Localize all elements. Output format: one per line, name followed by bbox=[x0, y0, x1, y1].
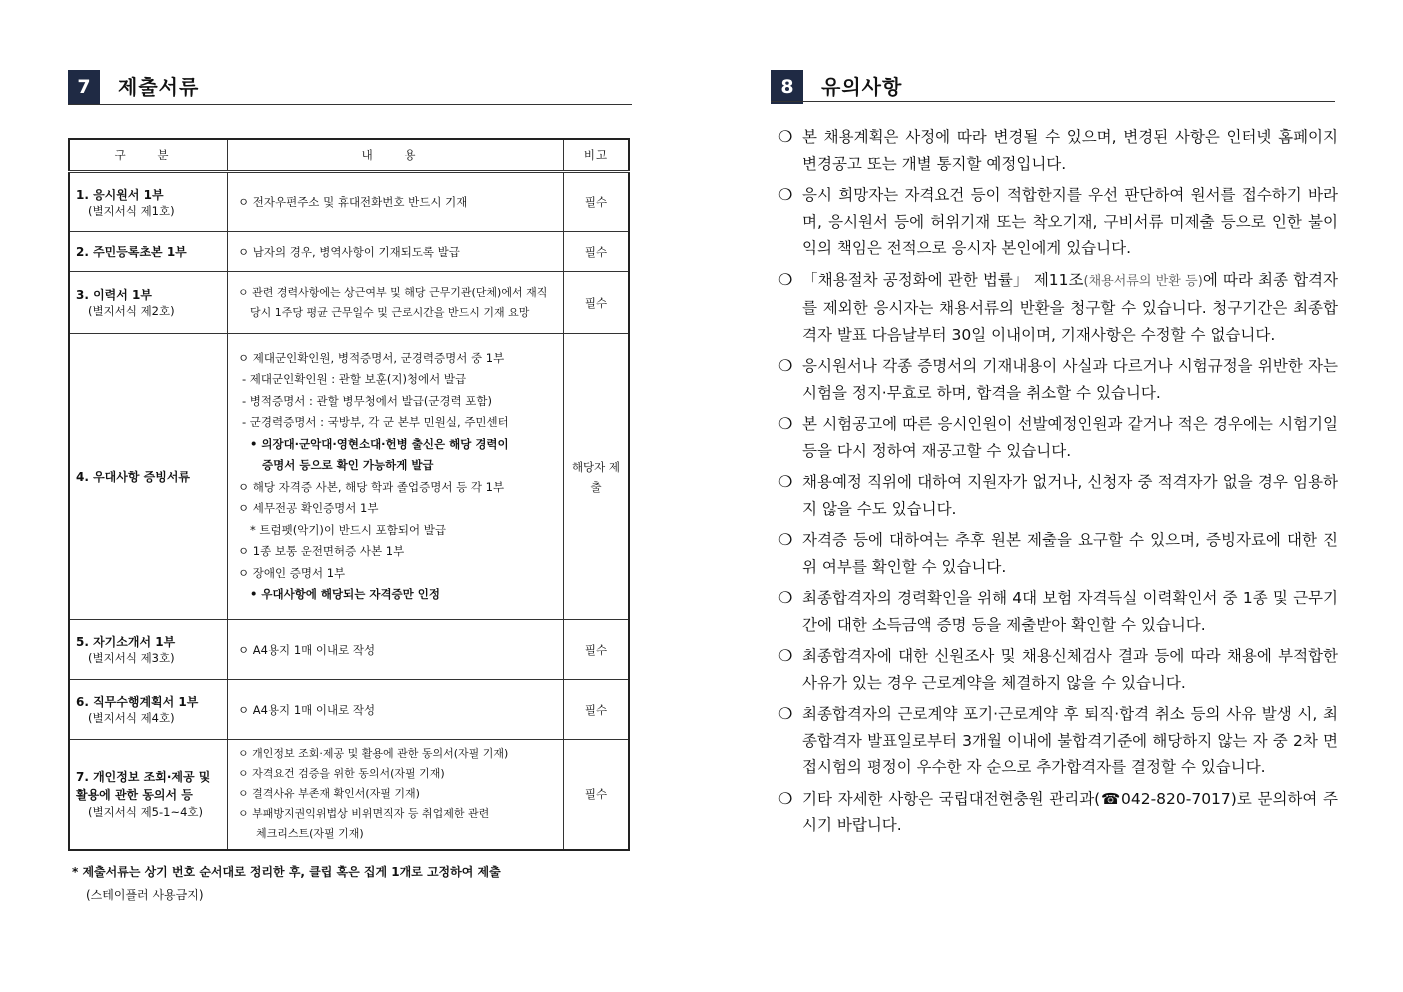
item-text: 에 따라 최종 합격자를 제외한 응시자는 채용서류의 반환을 청구할 수 있습니다. 청구기간은 최종합격자 발표 다음날부터 30일 이내이며, 기재사항은 수정할 수 없습니다. bbox=[802, 270, 1338, 344]
bullet-icon: ❍ bbox=[778, 788, 793, 808]
row-note: 필수 bbox=[564, 172, 630, 232]
list-item bbox=[776, 124, 1338, 177]
header-note: 비고 bbox=[564, 139, 630, 172]
item-text: 채용예정 직위에 대하여 지원자가 없거나, 신청자 중 적격자가 없을 경우 임용하지 않을 수도 있습니다. bbox=[802, 473, 1338, 518]
list-item bbox=[776, 786, 1338, 839]
row-title: 7. 개인정보 조회·제공 및 활용에 관한 동의서 등 bbox=[76, 770, 211, 803]
bullet-icon: ❍ bbox=[778, 646, 793, 665]
table-row bbox=[69, 680, 629, 740]
bullet-icon: ❍ bbox=[778, 588, 793, 607]
list-item bbox=[776, 353, 1338, 406]
row-note: 필수 bbox=[564, 620, 630, 680]
row-content-line: ㅇ 세무전공 확인증명서 1부 bbox=[238, 501, 379, 515]
row-title: 4. 우대사항 증빙서류 bbox=[76, 470, 191, 484]
list-item bbox=[776, 585, 1338, 638]
bullet-icon: ❍ bbox=[778, 185, 793, 204]
section8-title: 유의사항 bbox=[821, 75, 903, 99]
item-text: 본 채용계획은 사정에 따라 변경될 수 있으며, 변경된 사항은 인터넷 홈페이지 변경공고 또는 개별 통지할 예정입니다. bbox=[802, 128, 1338, 173]
row-content-line: ㅇ 자격요건 검증을 위한 동의서(자필 기재) bbox=[238, 767, 445, 781]
section8-header bbox=[771, 70, 902, 104]
list-item bbox=[776, 267, 1338, 349]
bullet-icon: ❍ bbox=[778, 356, 793, 375]
bullet-icon: ❍ bbox=[778, 414, 793, 433]
row-content-line: • 우대사항에 해당되는 자격증만 인정 bbox=[250, 587, 440, 601]
row-content-line: 체크리스트(자필 기재) bbox=[256, 827, 364, 841]
row-note: 해당자 제출 bbox=[564, 334, 630, 620]
table-row bbox=[69, 172, 629, 232]
list-item bbox=[776, 527, 1338, 580]
submission-note: * 제출서류는 상기 번호 순서대로 정리한 후, 클립 혹은 집게 1개로 고정하여 제출 bbox=[72, 865, 501, 879]
row-content-line: ㅇ A4용지 1매 이내로 작성 bbox=[238, 702, 376, 717]
row-content-line: ㅇ 해당 자격증 사본, 해당 학과 졸업증명서 등 각 1부 bbox=[238, 479, 505, 494]
table-row bbox=[69, 620, 629, 680]
bullet-icon: ❍ bbox=[778, 704, 793, 723]
list-item bbox=[776, 469, 1338, 522]
section8-divider bbox=[771, 101, 1335, 102]
item-text: 기타 자세한 사항은 국립대전현충원 관리과(☎042-820-7017)로 문의하여 주시기 바랍니다. bbox=[802, 789, 1338, 834]
table-row bbox=[69, 740, 629, 850]
row-content-line: ㅇ 장애인 증명서 1부 bbox=[238, 565, 346, 580]
row-content-line: * 트럼펫(악기)이 반드시 포함되어 발급 bbox=[250, 522, 446, 537]
row-content-line: ㅇ 개인정보 조회·제공 및 활용에 관한 동의서(자필 기재) bbox=[238, 747, 509, 761]
row-content-line: ㅇ 1종 보통 운전면허증 사본 1부 bbox=[238, 544, 405, 558]
row-content-line: ㅇ 부패방지권익위법상 비위면직자 등 취업제한 관련 bbox=[238, 807, 490, 821]
row-content-line: 증명서 등으로 확인 가능하게 발급 bbox=[262, 458, 434, 472]
table-row bbox=[69, 232, 629, 272]
row-content-line: - 군경력증명서 : 국방부, 각 군 본부 민원실, 주민센터 bbox=[242, 415, 509, 429]
row-content-line: ㅇ 결격사유 부존재 확인서(자필 기재) bbox=[238, 787, 420, 801]
section7-header bbox=[68, 70, 199, 104]
row-subtitle: (별지서식 제3호) bbox=[88, 651, 175, 665]
row-content-line: ㅇ 남자의 경우, 병역사항이 기재되도록 발급 bbox=[238, 244, 460, 259]
table-row bbox=[69, 272, 629, 334]
item-text: 응시 희망자는 자격요건 등이 적합한지를 우선 판단하여 원서를 접수하기 바라며, 응시원서 등에 허위기재 또는 착오기재, 구비서류 미제출 등으로 인한 불이익의 책임은 전적으로 응시자 본인에게 있습니다. bbox=[802, 186, 1338, 257]
item-text: 최종합격자의 경력확인을 위해 4대 보험 자격득실 이력확인서 중 1종 및 근무기간에 대한 소득금액 증명 등을 제출받아 확인할 수 있습니다. bbox=[802, 589, 1338, 634]
row-title: 6. 직무수행계획서 1부 bbox=[76, 695, 199, 709]
notice-list bbox=[776, 124, 1338, 844]
table-header-row bbox=[69, 139, 629, 172]
bullet-icon: ❍ bbox=[778, 530, 793, 549]
list-item bbox=[776, 411, 1338, 464]
stapler-note: (스테이플러 사용금지) bbox=[86, 888, 204, 902]
row-title: 5. 자기소개서 1부 bbox=[76, 635, 176, 649]
header-category: 구 분 bbox=[69, 139, 228, 172]
section8-number: 8 bbox=[771, 70, 803, 104]
row-title: 1. 응시원서 1부 bbox=[76, 187, 164, 202]
bullet-icon: ❍ bbox=[778, 472, 793, 491]
item-text: 「채용절차 공정화에 관한 법률」 제11조 bbox=[802, 270, 1084, 289]
row-content-line: 당시 1주당 평균 근무일수 및 근로시간을 반드시 기재 요망 bbox=[250, 305, 530, 319]
row-content-line: ㅇ A4용지 1매 이내로 작성 bbox=[238, 642, 376, 657]
bullet-icon: ❍ bbox=[778, 127, 793, 146]
row-content-line: - 병적증명서 : 관할 병무청에서 발급(군경력 포함) bbox=[242, 393, 492, 408]
list-item bbox=[776, 701, 1338, 781]
item-text: 본 시험공고에 따른 응시인원이 선발예정인원과 같거나 적은 경우에는 시험기일 등을 다시 정하여 재공고할 수 있습니다. bbox=[802, 415, 1338, 460]
row-subtitle: (별지서식 제2호) bbox=[88, 304, 175, 318]
row-note: 필수 bbox=[564, 272, 630, 334]
header-content: 내 용 bbox=[228, 139, 564, 172]
section7-number: 7 bbox=[68, 70, 100, 104]
item-text: 최종합격자의 근로계약 포기·근로계약 후 퇴직·합격 취소 등의 사유 발생 시, 최종합격자 발표일로부터 3개월 이내에 불합격기준에 해당하지 않는 자 중 2차 면접시험의 평정이 우수한 자 순으로 추가합격자를 결정할 수 있습니다. bbox=[802, 705, 1338, 776]
row-content-line: ㅇ 전자우편주소 및 휴대전화번호 반드시 기재 bbox=[238, 195, 468, 209]
row-subtitle: (별지서식 제5-1~4호) bbox=[88, 805, 204, 820]
item-text: 응시원서나 각종 증명서의 기재내용이 사실과 다르거나 시험규정을 위반한 자는 시험을 정지·무효로 하며, 합격을 취소할 수 있습니다. bbox=[802, 357, 1338, 402]
row-note: 필수 bbox=[564, 680, 630, 740]
section7-title: 제출서류 bbox=[118, 75, 200, 99]
bullet-icon: ❍ bbox=[778, 269, 793, 289]
row-title: 3. 이력서 1부 bbox=[76, 288, 152, 302]
row-note: 필수 bbox=[564, 232, 630, 272]
row-content-line: • 의장대·군악대·영현소대·헌병 출신은 해당 경력이 bbox=[250, 436, 509, 451]
row-subtitle: (별지서식 제1호) bbox=[88, 203, 175, 218]
section7-divider bbox=[68, 104, 632, 105]
row-content-line: ㅇ 제대군인확인원, 병적증명서, 군경력증명서 중 1부 bbox=[238, 350, 505, 365]
table-row bbox=[69, 334, 629, 620]
row-content-line: ㅇ 관련 경력사항에는 상근여부 및 해당 근무기관(단체)에서 재직 bbox=[238, 285, 548, 299]
list-item bbox=[776, 182, 1338, 262]
row-content-line: - 제대군인확인원 : 관할 보훈(지)청에서 발급 bbox=[242, 372, 467, 386]
row-note: 필수 bbox=[564, 740, 630, 850]
row-subtitle: (별지서식 제4호) bbox=[88, 711, 175, 725]
item-text: 최종합격자에 대한 신원조사 및 채용신체검사 결과 등에 따라 채용에 부적합한 사유가 있는 경우 근로계약을 체결하지 않을 수 있습니다. bbox=[802, 647, 1338, 692]
documents-table bbox=[68, 138, 630, 851]
item-text-gray: (채용서류의 반환 등) bbox=[1083, 273, 1203, 289]
row-title: 2. 주민등록초본 1부 bbox=[76, 245, 187, 259]
item-text: 자격증 등에 대하여는 추후 원본 제출을 요구할 수 있으며, 증빙자료에 대한 진위 여부를 확인할 수 있습니다. bbox=[802, 531, 1338, 576]
list-item bbox=[776, 643, 1338, 696]
